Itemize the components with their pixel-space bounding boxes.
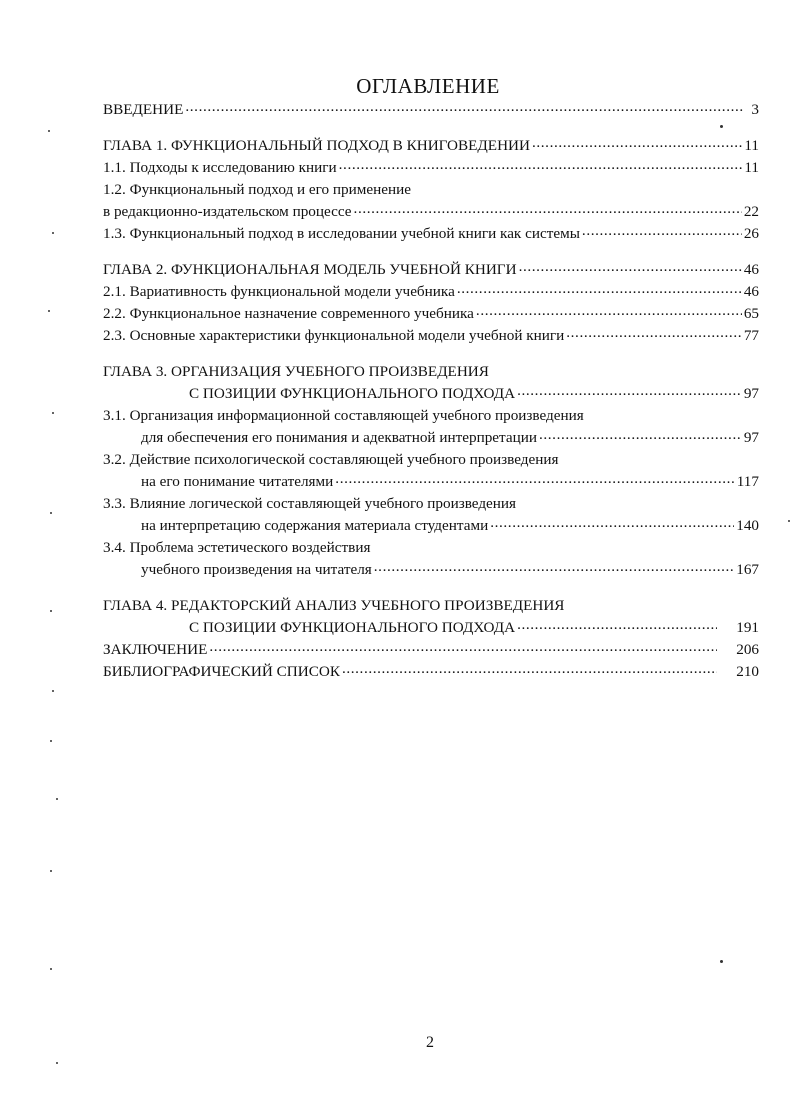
scan-speck <box>56 1062 58 1064</box>
toc-entry-page: 210 <box>736 663 759 680</box>
toc-section-3-1 <box>103 427 759 449</box>
toc-entry-label: ВВЕДЕНИЕ <box>103 101 184 118</box>
dot-leader <box>490 512 734 534</box>
dot-leader <box>582 220 742 242</box>
toc-entry-label: 2.2. Функциональное назначение современного учебника <box>103 305 474 322</box>
scan-speck <box>50 610 52 612</box>
scan-speck <box>56 798 58 800</box>
toc-entry-page: 22 <box>743 203 759 220</box>
toc-entry-label: БИБЛИОГРАФИЧЕСКИЙ СПИСОК <box>103 663 340 680</box>
scan-speck <box>52 232 54 234</box>
scan-speck <box>50 740 52 742</box>
toc-entry-page: 167 <box>736 561 759 578</box>
toc-section-1-2-line1: 1.2. Функциональный подход и его применение <box>103 181 411 198</box>
dot-leader <box>374 556 734 578</box>
dot-leader <box>185 96 743 118</box>
toc-chapter-3 <box>103 383 759 405</box>
scan-speck <box>52 412 54 414</box>
toc-entry-label: ЗАКЛЮЧЕНИЕ <box>103 641 208 658</box>
toc-entry-page: 191 <box>736 619 759 636</box>
toc-section-3-4 <box>103 559 759 581</box>
page-number: 2 <box>426 1034 434 1051</box>
toc-entry-page: 65 <box>743 305 759 322</box>
toc-entry-label: в редакционно-издательском процессе <box>103 203 352 220</box>
toc-section-1-1 <box>103 157 759 179</box>
dot-leader <box>335 468 734 490</box>
toc-entry-page: 11 <box>744 137 759 154</box>
dot-leader <box>209 636 717 658</box>
toc-entry-label: С ПОЗИЦИИ ФУНКЦИОНАЛЬНОГО ПОДХОДА <box>189 385 516 402</box>
dot-leader <box>566 322 742 344</box>
toc-entry-label: 2.1. Вариативность функциональной модели учебника <box>103 283 455 300</box>
toc-entry-label: 1.3. Функциональный подход в исследовании учебной книги как системы <box>103 225 580 242</box>
toc-section-3-2-line1: 3.2. Действие психологической составляющей учебного произведения <box>103 451 559 468</box>
scan-speck <box>48 130 50 132</box>
dot-leader <box>532 132 742 154</box>
toc-entry-page: 3 <box>751 101 759 118</box>
table-of-contents <box>103 99 759 683</box>
toc-entry-label: для обеспечения его понимания и адекватной интерпретации <box>141 429 537 446</box>
toc-section-3-3 <box>103 515 759 537</box>
toc-section-3-2 <box>103 471 759 493</box>
scan-speck <box>720 125 723 128</box>
page-title: ОГЛАВЛЕНИЕ <box>356 74 500 98</box>
dot-leader <box>539 424 742 446</box>
toc-section-3-4-line1: 3.4. Проблема эстетического воздействия <box>103 539 371 556</box>
toc-entry-label: 2.3. Основные характеристики функциональной модели учебной книги <box>103 327 565 344</box>
toc-entry-page: 26 <box>743 225 759 242</box>
toc-entry-label: ГЛАВА 2. ФУНКЦИОНАЛЬНАЯ МОДЕЛЬ УЧЕБНОЙ КНИГИ <box>103 261 517 278</box>
toc-section-1-3 <box>103 223 759 245</box>
toc-entry-page: 140 <box>736 517 759 534</box>
toc-chapter-4-line1: ГЛАВА 4. РЕДАКТОРСКИЙ АНАЛИЗ УЧЕБНОГО ПРОИЗВЕДЕНИЯ <box>103 597 565 614</box>
dot-leader <box>517 380 742 402</box>
toc-entry-label: на его понимание читателями <box>141 473 334 490</box>
toc-section-2-3 <box>103 325 759 347</box>
toc-entry-label: 1.1. Подходы к исследованию книги <box>103 159 337 176</box>
toc-entry-page: 46 <box>743 261 759 278</box>
dot-leader <box>354 198 742 220</box>
toc-entry-page: 97 <box>743 429 759 446</box>
toc-entry-label: С ПОЗИЦИИ ФУНКЦИОНАЛЬНОГО ПОДХОДА <box>189 619 516 636</box>
scan-speck <box>50 870 52 872</box>
dot-leader <box>517 614 717 636</box>
toc-entry-label: учебного произведения на читателя <box>141 561 372 578</box>
dot-leader <box>342 658 717 680</box>
scan-speck <box>720 960 723 963</box>
dot-leader <box>476 300 742 322</box>
toc-entry-page: 46 <box>743 283 759 300</box>
toc-entry-bibliography <box>103 661 759 683</box>
toc-entry-label: ГЛАВА 1. ФУНКЦИОНАЛЬНЫЙ ПОДХОД В КНИГОВЕДЕНИИ <box>103 137 530 154</box>
scan-speck <box>50 968 52 970</box>
dot-leader <box>339 154 743 176</box>
toc-entry-page: 77 <box>743 327 759 344</box>
scan-speck <box>788 520 790 522</box>
toc-section-3-1-line1: 3.1. Организация информационной составляющей учебного произведения <box>103 407 584 424</box>
scan-speck <box>48 310 50 312</box>
toc-entry-page: 117 <box>736 473 759 490</box>
toc-chapter-3-line1: ГЛАВА 3. ОРГАНИЗАЦИЯ УЧЕБНОГО ПРОИЗВЕДЕНИЯ <box>103 363 489 380</box>
dot-leader <box>519 256 742 278</box>
scan-speck <box>52 690 54 692</box>
toc-entry-page: 97 <box>743 385 759 402</box>
toc-entry-page: 11 <box>744 159 759 176</box>
scan-speck <box>50 512 52 514</box>
dot-leader <box>457 278 742 300</box>
toc-entry-page: 206 <box>736 641 759 658</box>
toc-entry-intro <box>103 99 759 121</box>
toc-entry-label: на интерпретацию содержания материала студентами <box>141 517 489 534</box>
toc-section-3-3-line1: 3.3. Влияние логической составляющей учебного произведения <box>103 495 517 512</box>
